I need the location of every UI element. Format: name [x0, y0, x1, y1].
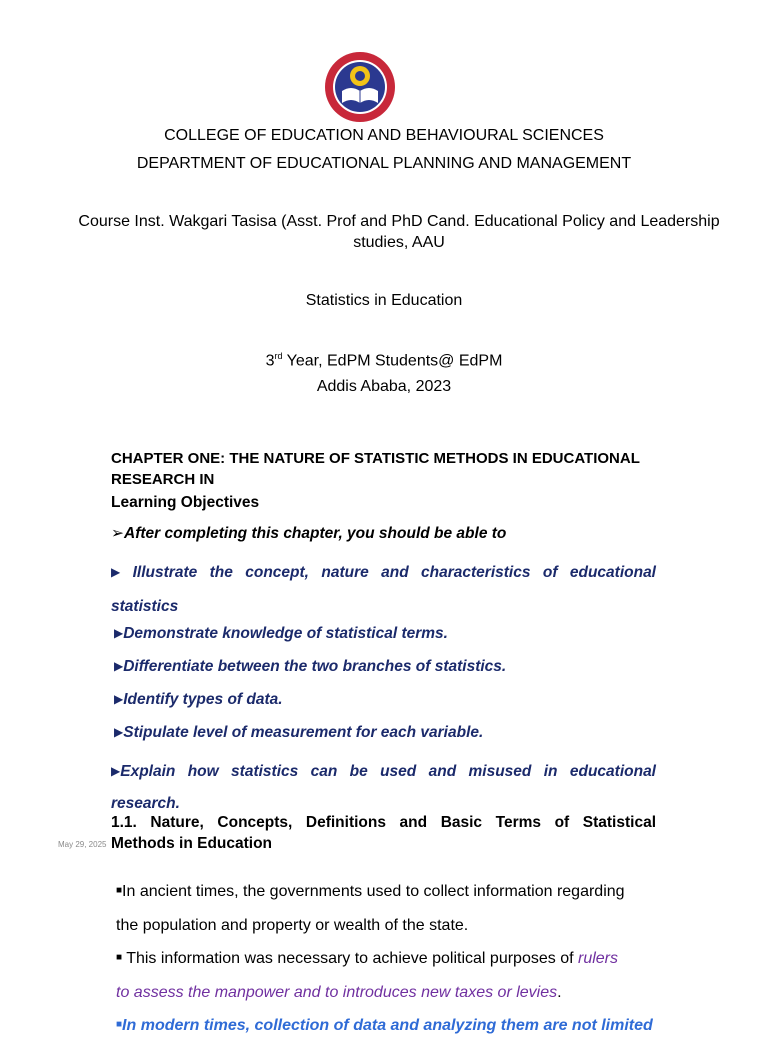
year-line [0, 346, 768, 371]
paragraph-2-emphasis-cont: to assess the manpower and to introduces new taxes or levies [116, 984, 558, 1001]
section-heading-line2: Methods in Education [111, 835, 273, 852]
year-number: 3 [265, 352, 275, 370]
objective-text-cont: statistics [111, 598, 179, 615]
objectives-intro [111, 523, 656, 544]
objective-text: Identify types of data. [123, 691, 283, 708]
objective-text: Differentiate between the two branches of statistics. [123, 658, 507, 675]
paragraph-2 [116, 941, 664, 1010]
paragraph-1-line2: the population and property or wealth of the state. [116, 917, 469, 934]
square-bullet-icon: ■ [116, 952, 123, 963]
course-instructor-line-2: studies, AAU [353, 234, 445, 251]
triangle-bullet-icon: ▶ [111, 764, 121, 778]
subject-title: Statistics in Education [305, 292, 463, 309]
objective-item-3 [114, 656, 659, 678]
year-suffix: rd [274, 351, 283, 361]
objective-text: Illustrate the concept, nature and characteristics of educational [132, 564, 656, 581]
chapter-title-line2: RESEARCH IN [111, 471, 215, 488]
paragraph-1-line1: In ancient times, the governments used to collect information regarding [122, 883, 625, 900]
objective-item-1 [111, 556, 656, 623]
arrow-bullet-icon: ➢ [111, 525, 124, 542]
objective-text-cont: research. [111, 795, 180, 812]
chapter-title-line1: CHAPTER ONE: THE NATURE OF STATISTIC METHODS IN EDUCATIONAL [111, 450, 640, 467]
objective-text: Explain how statistics can be used and misused in educational [120, 763, 656, 780]
objectives-heading: Learning Objectives [111, 494, 260, 511]
objective-text: Demonstrate knowledge of statistical terms. [123, 625, 448, 642]
square-bullet-icon: ■ [116, 885, 123, 896]
objective-item-6 [111, 756, 656, 820]
triangle-bullet-icon: ▶ [111, 565, 121, 579]
date-stamp: May 29, 2025 [58, 840, 107, 849]
place-year: Addis Ababa, 2023 [316, 378, 452, 395]
paragraph-2-end: . [557, 984, 562, 1001]
triangle-bullet-icon: ▶ [114, 659, 124, 673]
objectives-intro-text: After completing this chapter, you should be able to [124, 525, 507, 542]
college-name: COLLEGE OF EDUCATION AND BEHAVIOURAL SCIENCES [164, 127, 604, 144]
triangle-bullet-icon: ▶ [114, 725, 124, 739]
department-name: DEPARTMENT OF EDUCATIONAL PLANNING AND MANAGEMENT [136, 155, 632, 172]
objective-text: Stipulate level of measurement for each variable. [123, 724, 484, 741]
paragraph-3-text: In modern times, collection of data and analyzing them are not limited [122, 1017, 653, 1034]
triangle-bullet-icon: ▶ [114, 626, 124, 640]
paragraph-2-text: This information was necessary to achieve political purposes of [122, 950, 578, 967]
section-heading [111, 812, 656, 854]
university-logo [322, 51, 398, 123]
course-instructor-line: Course Inst. Wakgari Tasisa (Asst. Prof and PhD Cand. Educational Policy and Leadership [78, 213, 720, 230]
objective-item-2 [114, 623, 659, 645]
paragraph-2-emphasis: rulers [577, 950, 618, 967]
paragraph-1 [116, 874, 664, 943]
square-bullet-icon: ■ [116, 1019, 123, 1030]
triangle-bullet-icon: ▶ [114, 692, 124, 706]
paragraph-3 [116, 1008, 664, 1043]
year-rest: Year, EdPM Students@ EdPM [282, 352, 503, 370]
chapter-title [111, 448, 656, 490]
objective-item-4 [114, 689, 659, 711]
objective-item-5 [114, 722, 659, 744]
section-heading-line1: 1.1. Nature, Concepts, Definitions and Basic Terms of Statistical [111, 814, 656, 831]
